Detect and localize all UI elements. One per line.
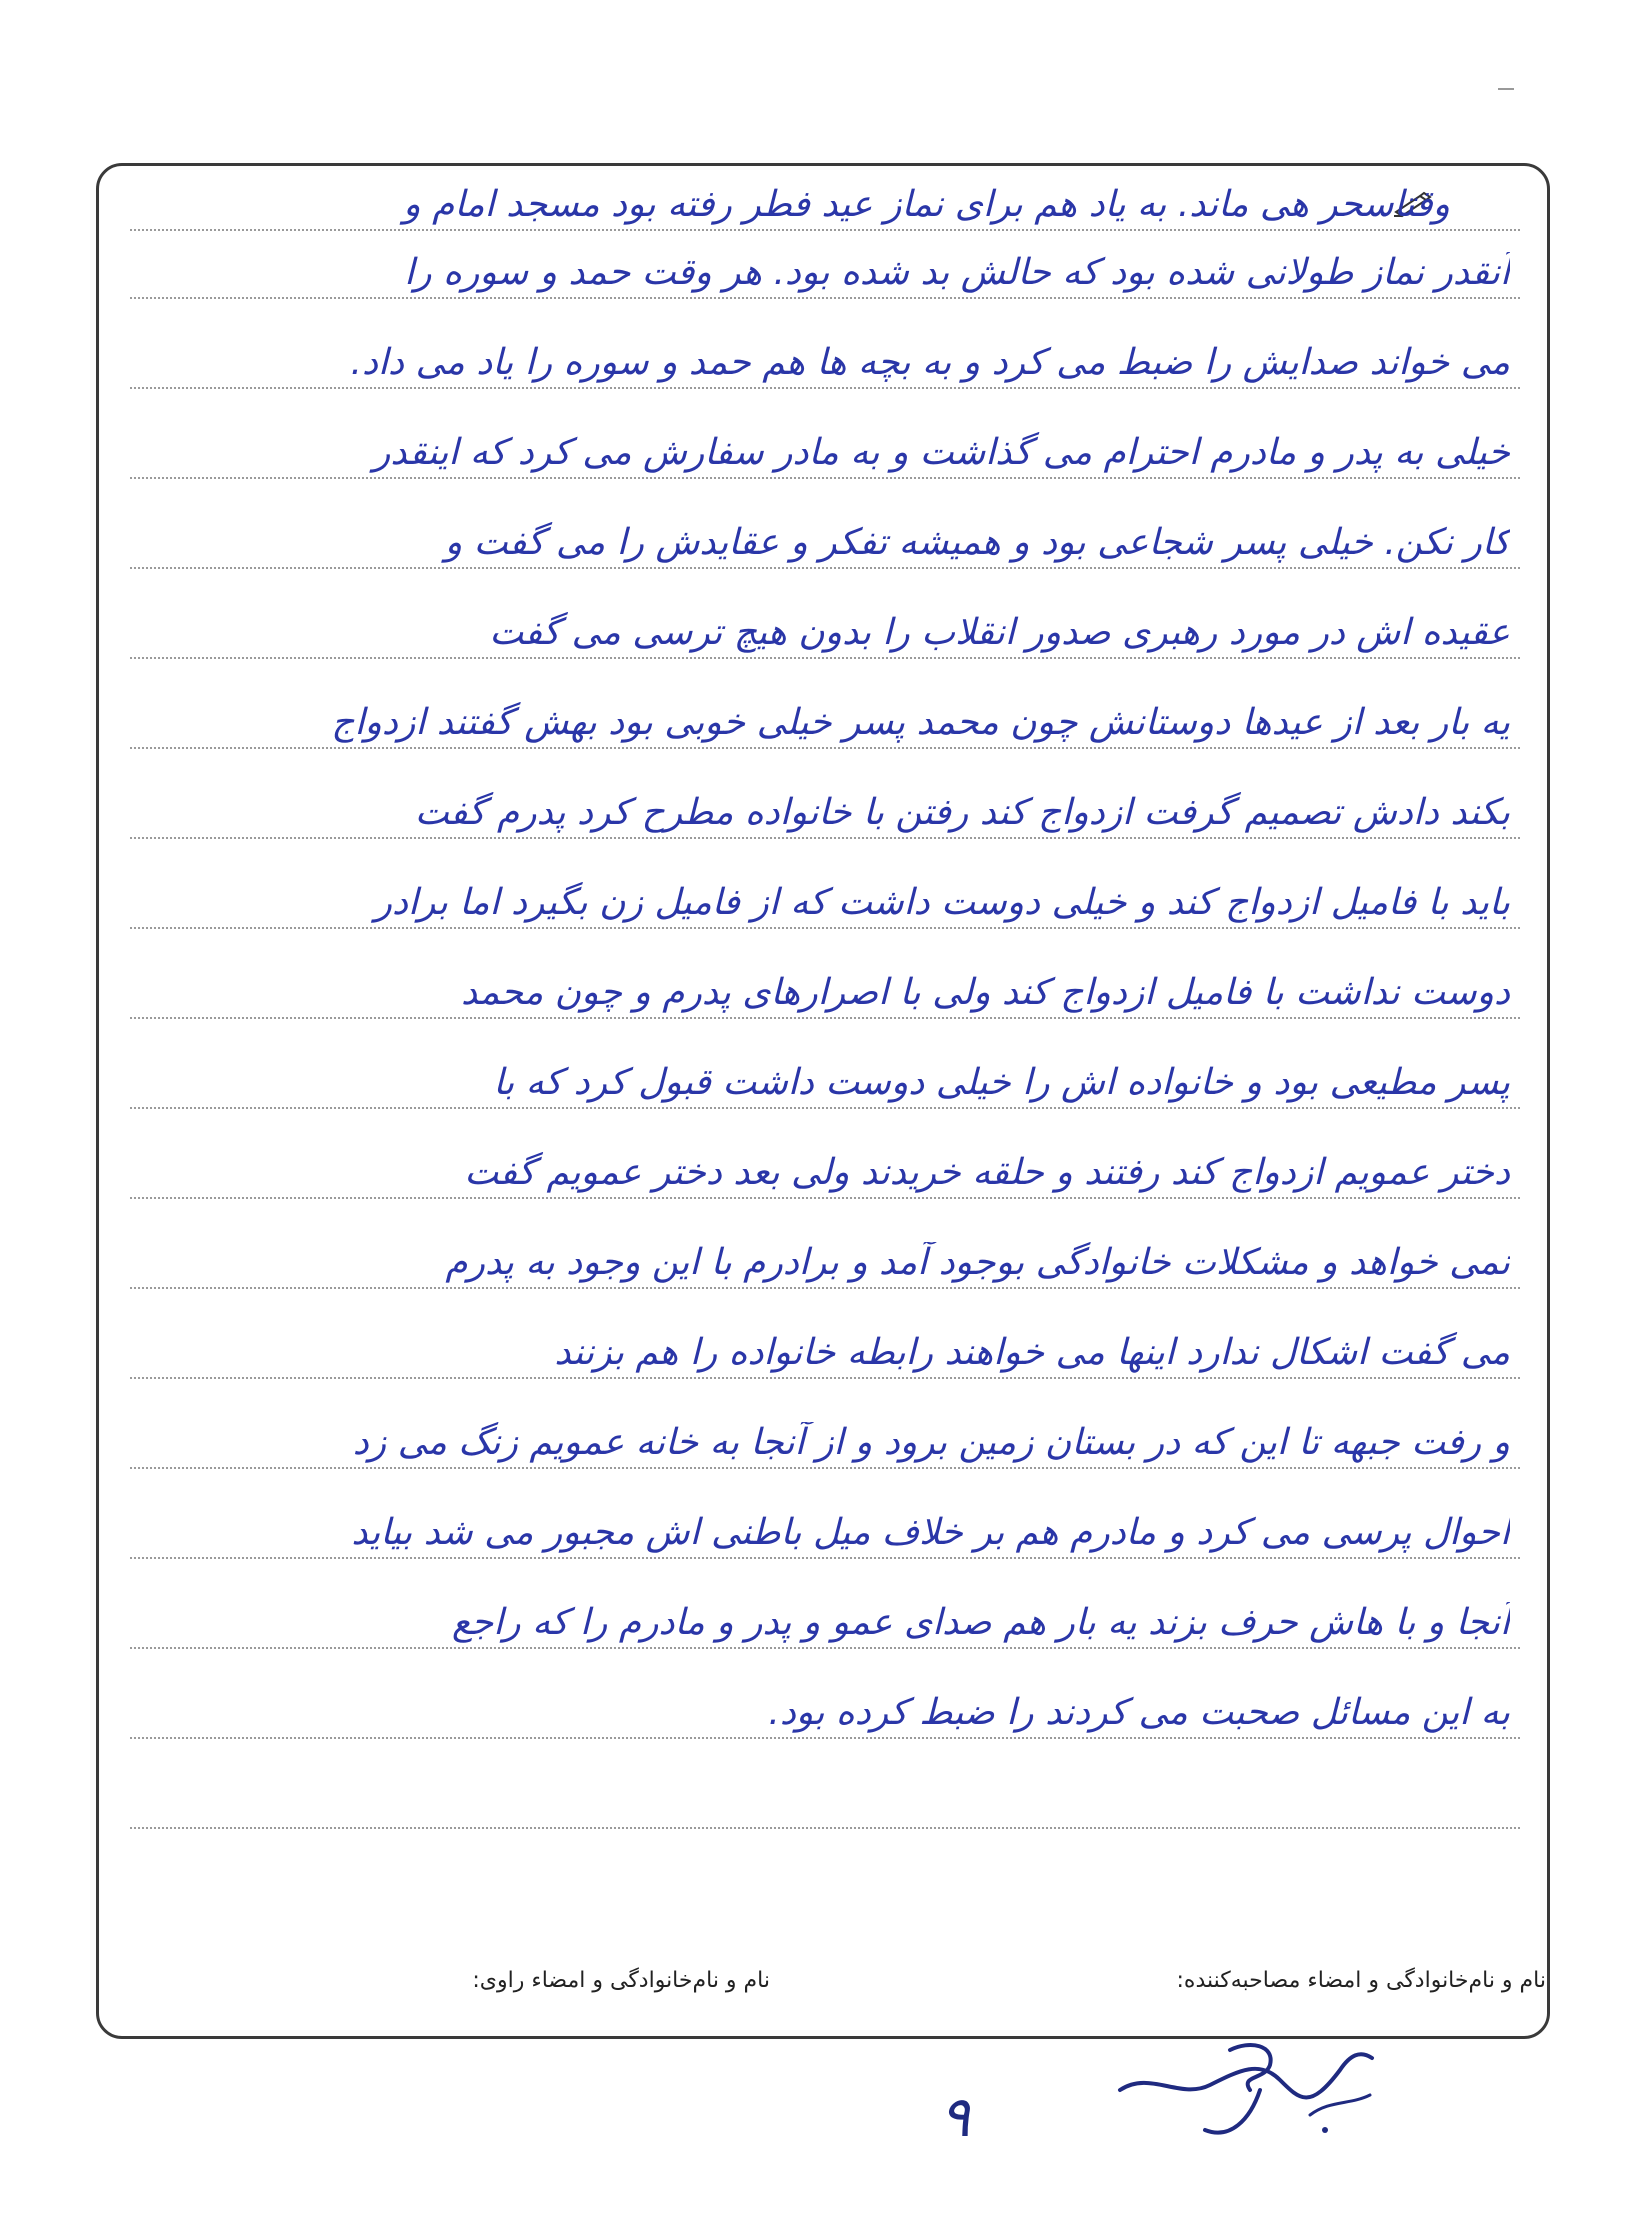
line-text: می خواند صدایش را ضبط می کرد و به بچه ها هم حمد و سوره را یاد می داد. [350, 342, 1510, 383]
text-line [130, 1581, 1520, 1649]
text-line [130, 163, 1520, 231]
scan-mark [1498, 88, 1514, 90]
line-text: آنقدر نماز طولانی شده بود که حالش بد شده بود. هر وقت حمد و سوره را [404, 252, 1510, 293]
line-text: کار نکن. خیلی پسر شجاعی بود و همیشه تفکر و عقایدش را می گفت و [444, 522, 1510, 563]
line-text: پسر مطیعی بود و خانواده اش را خیلی دوست داشت قبول کرد که با [493, 1062, 1510, 1103]
text-line [130, 1761, 1520, 1829]
line-text: دوست نداشت با فامیل ازدواج کند ولی با اصرارهای پدرم و چون محمد [461, 972, 1510, 1013]
text-line [130, 501, 1520, 569]
text-line [130, 411, 1520, 479]
narrator-signature-label: نام و نام‌خانوادگی و امضاء راوی: [472, 1968, 770, 1993]
text-line [130, 1131, 1520, 1199]
line-text: یه بار بعد از عیدها دوستانش چون محمد پسر خیلی خوبی بود بهش گفتند ازدواج [331, 702, 1510, 743]
line-text: آنجا و با هاش حرف بزند یه بار هم صدای عمو و پدر و مادرم را که راجع [451, 1602, 1510, 1643]
line-text: احوال پرسی می کرد و مادرم هم بر خلاف میل باطنی اش مجبور می شد بیاید [351, 1512, 1510, 1553]
text-line [130, 1221, 1520, 1289]
text-line [130, 681, 1520, 749]
handwritten-lines [130, 163, 1520, 1943]
line-text: خیلی به پدر و مادرم احترام می گذاشت و به مادر سفارش می کرد که اینقدر [373, 432, 1510, 473]
line-text: به این مسائل صحبت می کردند را ضبط کرده بود. [768, 1692, 1510, 1733]
line-text: دختر عمویم ازدواج کند رفتند و حلقه خریدند ولی بعد دختر عمویم گفت [464, 1152, 1510, 1193]
text-line [130, 1491, 1520, 1559]
line-text: وقتاسحر هی ماند. به یاد هم برای نماز عید فطر رفته بود مسجد امام و [403, 184, 1450, 225]
interviewer-signature-label: نام و نام‌خانوادگی و امضاء مصاحبه‌کننده: [1176, 1968, 1546, 1993]
text-line [130, 1671, 1520, 1739]
line-text: می گفت اشکال ندارد اینها می خواهند رابطه خانواده را هم بزنند [554, 1332, 1510, 1373]
text-line [130, 1311, 1520, 1379]
text-line [130, 1041, 1520, 1109]
text-line [130, 321, 1520, 389]
text-line [130, 591, 1520, 659]
line-text: نمی خواهد و مشکلات خانوادگی بوجود آمد و برادرم با این وجود به پدرم [445, 1242, 1510, 1283]
text-line [130, 771, 1520, 839]
page-number: ۹ [939, 2085, 971, 2150]
text-line [130, 1401, 1520, 1469]
line-text: باید با فامیل ازدواج کند و خیلی دوست داشت که از فامیل زن بگیرد اما برادر [374, 882, 1510, 923]
line-text: عقیده اش در مورد رهبری صدور انقلاب را بدون هیچ ترسی می گفت [489, 612, 1510, 653]
signature-mark [1110, 2030, 1400, 2150]
line-text: و رفت جبهه تا این که در بستان زمین برود و از آنجا به خانه عمویم زنگ می زد [352, 1422, 1510, 1463]
line-text: بکند دادش تصمیم گرفت ازدواج کند رفتن با خانواده مطرح کرد پدرم گفت [414, 792, 1510, 833]
text-line [130, 951, 1520, 1019]
text-line [130, 861, 1520, 929]
text-line [130, 231, 1520, 299]
